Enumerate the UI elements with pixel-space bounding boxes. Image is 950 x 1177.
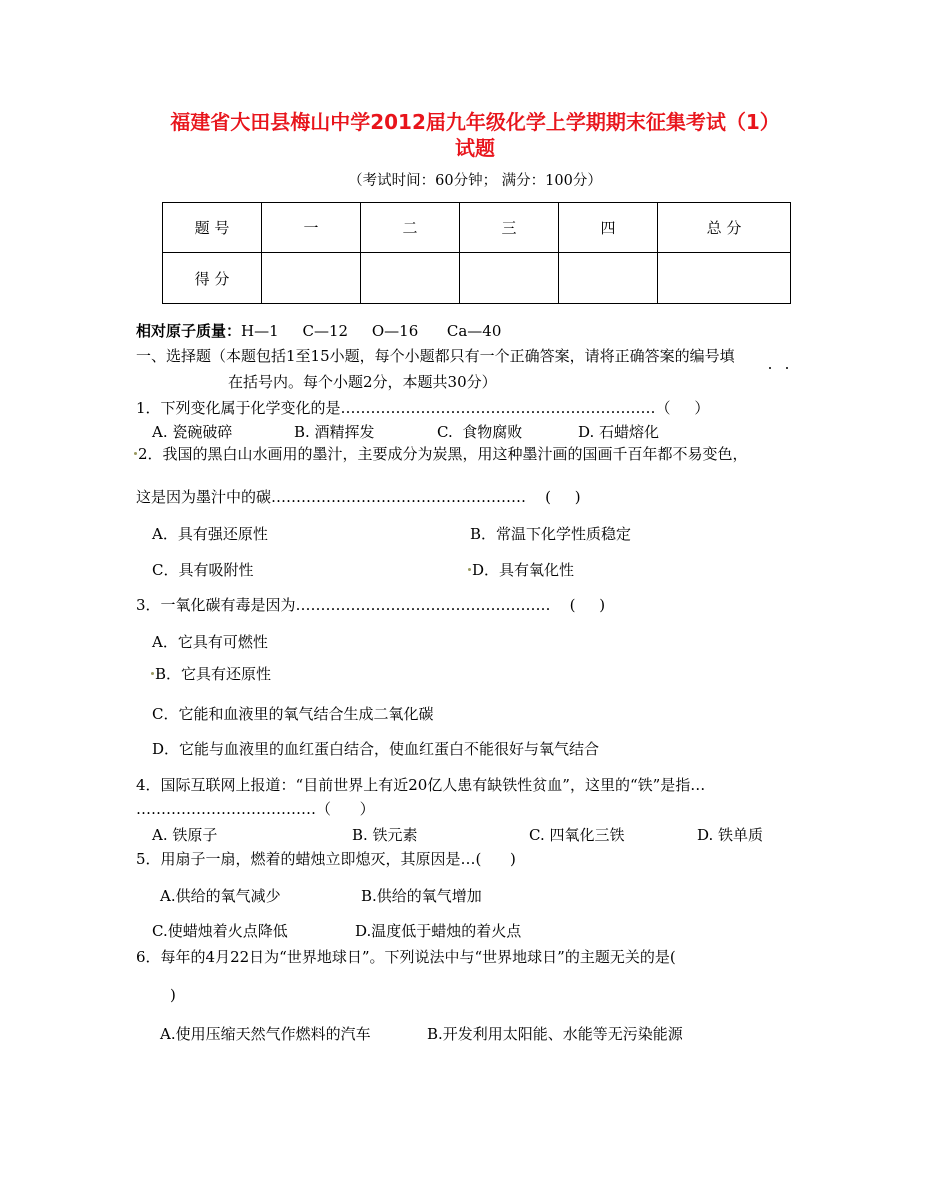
question-2-stem-line1: 2．我国的黑白山水画用的墨汁，主要成分为炭黑，用这种墨汁画的国画千百年都不易变色， bbox=[138, 445, 748, 463]
exam-title-line1: 福建省大田县梅山中学2012届九年级化学上学期期末征集考试（1） bbox=[170, 110, 780, 134]
score-cell: 四 bbox=[559, 203, 658, 253]
artifact-dot bbox=[151, 672, 154, 675]
score-cell: 一 bbox=[262, 203, 361, 253]
artifact-dot bbox=[134, 452, 137, 455]
atomic-mass-values: H—1 C—12 O—16 Ca—40 bbox=[241, 322, 502, 340]
question-2-option-a: A．具有强还原性 bbox=[152, 525, 268, 543]
section-heading-line1: 一、选择题（本题包括1至15小题，每个小题都只有一个正确答案，请将正确答案的编号填 bbox=[136, 347, 735, 365]
question-1-option-c: C. 食物腐败 bbox=[437, 423, 523, 441]
question-2-option-c: C．具有吸附性 bbox=[152, 561, 254, 579]
question-4-option-c: C. 四氧化三铁 bbox=[529, 826, 625, 844]
question-3-option-d: D．它能与血液里的血红蛋白结合，使血红蛋白不能很好与氧气结合 bbox=[152, 740, 600, 758]
score-cell-empty bbox=[658, 253, 791, 304]
question-3-option-c: C．它能和血液里的氧气结合生成二氧化碳 bbox=[152, 705, 434, 723]
atomic-mass-label: 相对原子质量： bbox=[136, 322, 242, 340]
question-5-option-c: C.使蜡烛着火点降低 bbox=[152, 922, 288, 940]
question-4-option-b: B. 铁元素 bbox=[352, 826, 418, 844]
question-4-stem-line1: 4．国际互联网上报道：“目前世界上有近20亿人患有缺铁性贫血”，这里的“铁”是指… bbox=[136, 776, 706, 794]
question-1-option-a: A. 瓷碗破碎 bbox=[152, 423, 233, 441]
emphasis-dot bbox=[769, 367, 771, 369]
question-2-stem-line2: 这是因为墨汁中的碳…………………………………………… ( ) bbox=[136, 488, 581, 506]
question-5-option-a: A.供给的氧气减少 bbox=[160, 887, 281, 905]
question-6-stem-line2: ) bbox=[170, 986, 176, 1004]
score-cell-empty bbox=[361, 253, 460, 304]
exam-title-line2: 试题 bbox=[455, 136, 495, 160]
question-1-stem: 1．下列变化属于化学变化的是………………………………………………………（ ） bbox=[136, 399, 710, 417]
question-6-option-b: B.开发利用太阳能、水能等无污染能源 bbox=[427, 1025, 683, 1043]
score-cell: 题 号 bbox=[163, 203, 262, 253]
question-3-option-a: A．它具有可燃性 bbox=[152, 633, 268, 651]
question-3-stem: 3．一氧化碳有毒是因为…………………………………………… ( ) bbox=[136, 596, 606, 614]
question-4-option-d: D. 铁单质 bbox=[697, 826, 764, 844]
question-2-option-b: B．常温下化学性质稳定 bbox=[470, 525, 632, 543]
question-5-option-d: D.温度低于蜡烛的着火点 bbox=[355, 922, 522, 940]
question-2-option-d: D．具有氧化性 bbox=[472, 561, 575, 579]
exam-subtitle: （考试时间：60分钟； 满分：100分） bbox=[348, 173, 602, 189]
question-4-option-a: A. 铁原子 bbox=[152, 826, 218, 844]
question-1-option-b: B. 酒精挥发 bbox=[294, 423, 375, 441]
question-5-stem: 5．用扇子一扇，燃着的蜡烛立即熄灭，其原因是…( ) bbox=[136, 850, 516, 868]
score-table bbox=[162, 202, 791, 304]
score-cell: 总 分 bbox=[658, 203, 791, 253]
emphasis-dot bbox=[786, 367, 788, 369]
score-cell-empty bbox=[460, 253, 559, 304]
score-cell: 三 bbox=[460, 203, 559, 253]
score-cell-empty bbox=[262, 253, 361, 304]
score-cell-empty bbox=[559, 253, 658, 304]
question-6-stem-line1: 6．每年的4月22日为“世界地球日”。下列说法中与“世界地球日”的主题无关的是( bbox=[136, 948, 676, 966]
question-5-option-b: B.供给的氧气增加 bbox=[361, 887, 482, 905]
score-table-header-row bbox=[163, 203, 791, 253]
score-cell: 得 分 bbox=[163, 253, 262, 304]
atomic-mass-line bbox=[136, 320, 501, 341]
question-6-option-a: A.使用压缩天然气作燃料的汽车 bbox=[160, 1025, 371, 1043]
question-1-option-d: D. 石蜡熔化 bbox=[578, 423, 660, 441]
question-4-stem-line2: ………………………………（ ） bbox=[136, 800, 375, 818]
section-heading-line2: 在括号内。每个小题2分，本题共30分） bbox=[228, 373, 497, 391]
artifact-dot bbox=[468, 568, 471, 571]
score-table-score-row bbox=[163, 253, 791, 304]
question-3-option-b: B．它具有还原性 bbox=[155, 665, 272, 683]
score-cell: 二 bbox=[361, 203, 460, 253]
